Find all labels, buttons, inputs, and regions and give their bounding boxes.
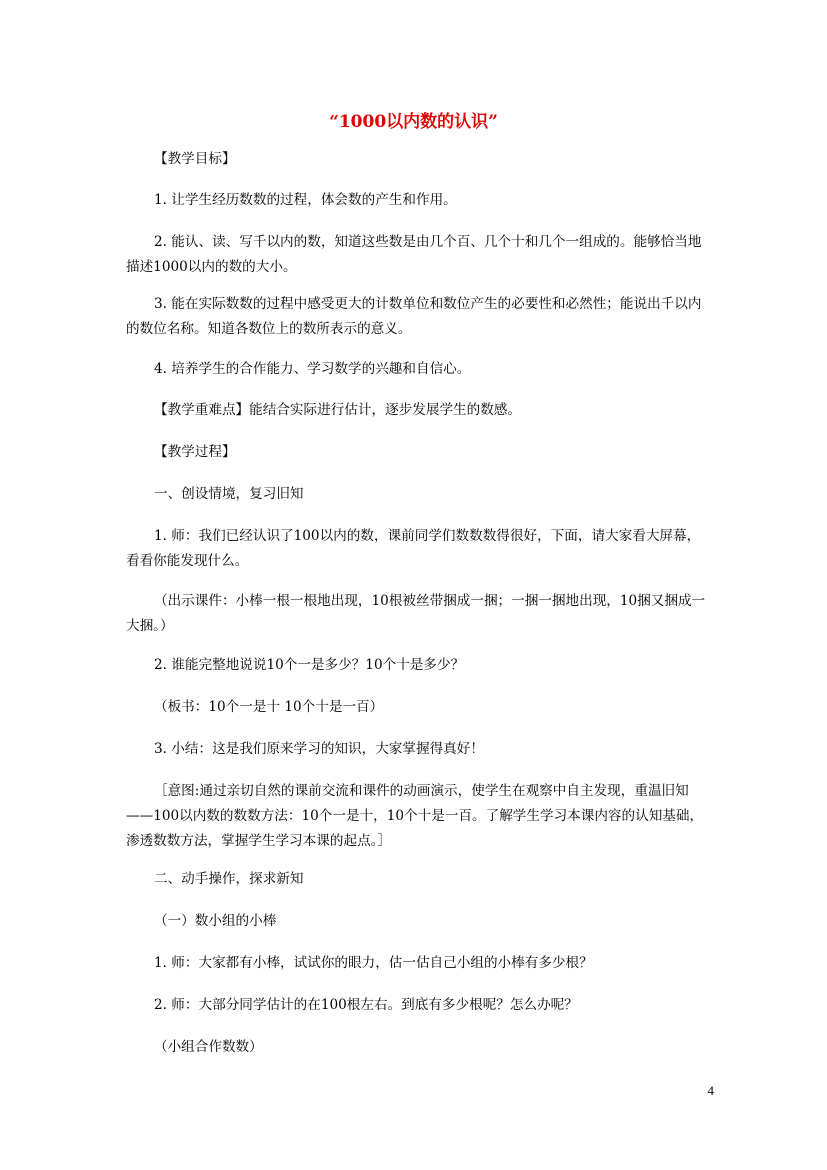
paragraph-goal-3: 3. 能在实际数数的过程中感受更大的计数单位和数位产生的必要性和必然性；能说出千以内的数位名称。知道各数位上的数所表示的意义。: [126, 296, 702, 337]
paragraph-estimate: 1. 师：大家都有小棒，试试你的眼力，估一估自己小组的小棒有多少根？: [154, 955, 593, 971]
paragraph-key-points: 【教学重难点】能结合实际进行估计，逐步发展学生的数感。: [154, 402, 522, 418]
paragraph-how-many: 2. 师：大部分同学估计的在100根左右。到底有多少根呢？怎么办呢？: [154, 997, 578, 1013]
paragraph-part-2-heading: 二、动手操作，探求新知: [154, 871, 304, 887]
section-heading-teaching-process: 【教学过程】: [154, 444, 236, 460]
paragraph-step-3: 3. 小结：这是我们原来学习的知识，大家掌握得真好！: [154, 741, 484, 757]
paragraph-goal-1: 1. 让学生经历数数的过程，体会数的产生和作用。: [154, 192, 457, 208]
paragraph-step-1: 1. 师：我们已经认识了100以内的数，课前同学们数数数得很好，下面，请大家看大屏幕，看看你能发现什么。: [126, 528, 701, 569]
paragraph-step-2: 2. 谁能完整地说说10个一是多少？10个十是多少？: [154, 657, 465, 673]
paragraph-part-1-heading: 一、创设情境，复习旧知: [154, 486, 304, 502]
paragraph-blackboard: （板书：10个一是十 10个十是一百）: [154, 699, 384, 715]
paragraph-subsection-1: （一）数小组的小棒: [154, 913, 277, 929]
section-heading-teaching-goals: 【教学目标】: [154, 151, 236, 167]
paragraph-group-counting: （小组合作数数）: [154, 1039, 263, 1055]
paragraph-goal-2: 2. 能认、读、写千以内的数，知道这些数是由几个百、几个十和几个一组成的。能够恰当地描述1000以内的数的大小。: [126, 234, 702, 275]
paragraph-courseware: （出示课件：小棒一根一根地出现，10根被丝带捆成一捆；一捆一捆地出现，10捆又捆成一大捆。）: [126, 593, 706, 634]
document-title: “1000以内数的认识”: [329, 112, 498, 132]
paragraph-goal-4: 4. 培养学生的合作能力、学习数学的兴趣和自信心。: [154, 361, 471, 377]
page-number: 4: [707, 1083, 714, 1098]
paragraph-intent: ［意图:通过亲切自然的课前交流和课件的动画演示，使学生在观察中自主发现，重温旧知——100以内数的数数方法：10个一是十，10个十是一百。了解学生学习本课内容的认知基础，渗透数数方法，掌握学生学习本课的起点。］: [126, 783, 704, 849]
